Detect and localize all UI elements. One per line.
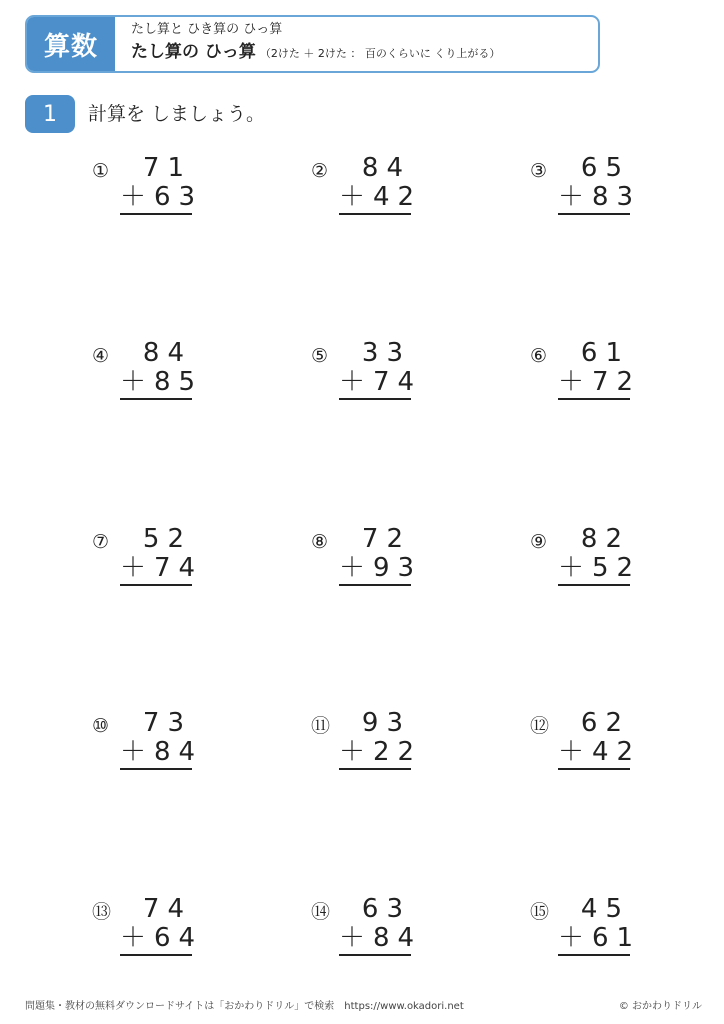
problem-number: ⑥ [530,345,548,367]
addend-bottom: ＋85 [120,367,204,397]
addend-bottom: ＋52 [558,553,642,583]
addend-top: 61 [580,338,630,368]
addend-bottom: ＋22 [339,737,423,767]
addend-bottom: ＋42 [339,182,423,212]
addend-top: 33 [361,338,411,368]
addend-top: 62 [580,708,630,738]
answer-line [339,398,411,400]
problem-number: ④ [92,345,110,367]
problem-number: ① [92,160,110,182]
answer-line [339,213,411,215]
addend-bottom: ＋64 [120,923,204,953]
addend-bottom: ＋83 [558,182,642,212]
answer-line [339,954,411,956]
problem-10 [92,708,204,782]
problem-11 [311,708,423,782]
addend-bottom: ＋72 [558,367,642,397]
answer-line [120,954,192,956]
problem-number: ③ [530,160,548,182]
problem-number: ⑧ [311,531,329,553]
worksheet-title [131,39,500,67]
answer-line [558,768,630,770]
answer-line [558,954,630,956]
answer-line [120,768,192,770]
problem-number: ⑦ [92,531,110,553]
addend-bottom: ＋93 [339,553,423,583]
worksheet-subtitle: （2けた ＋ 2けた ： 百のくらいに くり上がる） [259,47,501,60]
addend-top: 65 [580,153,630,183]
addend-bottom: ＋74 [120,553,204,583]
question-instruction: 計算を しましょう。 [88,103,266,125]
problem-number: ② [311,160,329,182]
footer-copyright: © おかわりドリル [618,1001,702,1012]
problem-14 [311,894,423,968]
problem-number: ⑨ [530,531,548,553]
addend-bottom: ＋84 [339,923,423,953]
problem-number: ⑬ [92,901,112,923]
addend-top: 52 [142,524,192,554]
answer-line [120,398,192,400]
problem-6 [530,338,642,412]
answer-line [339,584,411,586]
addend-top: 74 [142,894,192,924]
answer-line [558,398,630,400]
addend-top: 72 [361,524,411,554]
problem-9 [530,524,642,598]
unit-title: たし算と ひき算の ひっ算 [131,22,283,37]
problem-number: ⑩ [92,715,110,737]
addend-bottom: ＋84 [120,737,204,767]
worksheet-header [25,15,600,73]
addend-top: 82 [580,524,630,554]
answer-line [558,584,630,586]
problem-number: ⑪ [311,715,331,737]
problem-12 [530,708,642,782]
answer-line [120,584,192,586]
addend-bottom: ＋74 [339,367,423,397]
problem-13 [92,894,204,968]
problem-number: ⑤ [311,345,329,367]
problem-5 [311,338,423,412]
addend-top: 84 [361,153,411,183]
answer-line [120,213,192,215]
problem-number: ⑮ [530,901,550,923]
addend-top: 93 [361,708,411,738]
footer-site-note: 問題集・教材の無料ダウンロードサイトは「おかわりドリル」で検索 https://www.okadori.net [25,1001,464,1012]
answer-line [339,768,411,770]
problem-1 [92,153,204,227]
addend-top: 45 [580,894,630,924]
problem-7 [92,524,204,598]
problem-2 [311,153,423,227]
addend-bottom: ＋63 [120,182,204,212]
worksheet-title-text: たし算の ひっ算 [131,42,256,62]
addend-bottom: ＋61 [558,923,642,953]
answer-line [558,213,630,215]
problem-4 [92,338,204,412]
addend-top: 84 [142,338,192,368]
addend-bottom: ＋42 [558,737,642,767]
question-number-badge: 1 [25,95,75,133]
header-titles [115,17,500,71]
addend-top: 63 [361,894,411,924]
addend-top: 73 [142,708,192,738]
problem-3 [530,153,642,227]
subject-label: 算数 [27,17,115,71]
problem-number: ⑫ [530,715,550,737]
problem-8 [311,524,423,598]
addend-top: 71 [142,153,192,183]
problem-15 [530,894,642,968]
problem-number: ⑭ [311,901,331,923]
